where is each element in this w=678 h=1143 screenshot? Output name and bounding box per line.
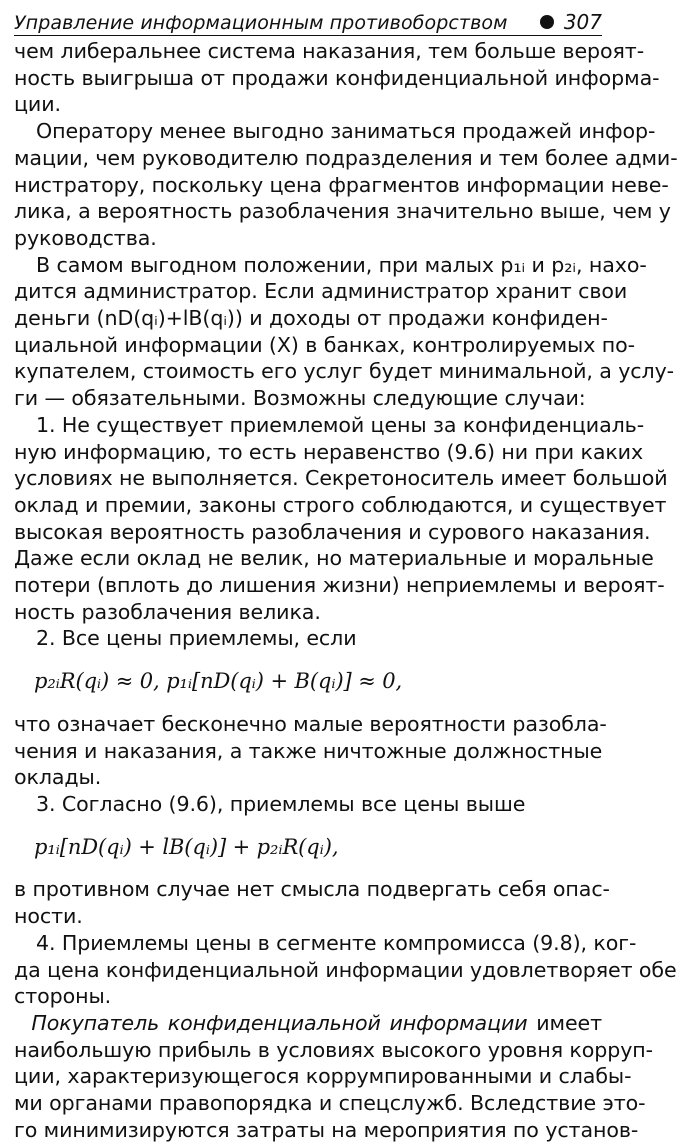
text-line: 3. Согласно (9.6), приемлемы все цены выше: [36, 791, 526, 816]
text-line: 4. Приемлемы цены в сегменте компромисса (9.8), ког-: [36, 930, 637, 955]
text-line: ми органами правопорядка и спецслужб. Вследствие это-: [14, 1091, 646, 1116]
text-line: чем либеральнее система наказания, тем больше вероят-: [14, 39, 645, 63]
text-block-2: [14, 711, 607, 818]
text-line: Даже если оклад не велик, но материальные и моральные: [14, 546, 654, 571]
text-line: ности.: [14, 904, 83, 929]
text-line: циальной информации (X) в банках, контролируемых по-: [14, 332, 635, 357]
text-line: высокая вероятность разоблачения и сурового наказания.: [14, 519, 651, 544]
text-line: ции.: [14, 92, 61, 117]
text-line: оклад и премии, законы строго соблюдаются, и существует: [14, 492, 667, 517]
text-line: 1. Не существует приемлемой цены за конфиденциаль-: [36, 412, 645, 437]
bullet-dot-icon: [540, 15, 554, 29]
text-line: чения и наказания, а также ничтожные должностные: [14, 738, 603, 763]
text-block-1: [14, 38, 678, 652]
page-number: 307: [563, 10, 602, 34]
formula-gap: [14, 860, 602, 876]
formula-gap: [14, 652, 602, 668]
text-line: оклады.: [14, 765, 102, 790]
emphasis-text: Покупатель конфиденциальной информации: [31, 1010, 528, 1035]
formula-gap: [14, 695, 602, 711]
text-line-rest: имеет: [527, 1010, 602, 1035]
text-line: потери (вплоть до лишения жизни) неприемлемы и вероят-: [14, 573, 665, 598]
text-line: Оператору менее выгодно заниматься продажей инфор-: [36, 119, 656, 144]
text-line: 2. Все цены приемлемы, если: [36, 626, 357, 651]
body-text: [14, 38, 678, 1143]
text-line: в противном случае нет смысла подвергать себя опас-: [14, 877, 610, 902]
text-line: деньги (nD(qᵢ)+lB(qᵢ)) и доходы от продажи конфиден-: [14, 306, 608, 331]
page-number-block: [540, 10, 602, 34]
text-line: мации, чем руководителю подразделения и тем более адми-: [14, 145, 678, 170]
text-line: условиях не выполняется. Секретоноситель имеет большой: [14, 466, 668, 491]
text-line: что означает бесконечно малые вероятности разобла-: [14, 711, 607, 736]
text-line: купателем, стоимость его услуг будет минимальной, а услу-: [14, 359, 674, 384]
running-header: [14, 4, 602, 36]
text-line: В самом выгодном положении, при малых p₁ᵢ и p₂ᵢ, нахо-: [36, 252, 647, 277]
text-line: нистратору, поскольку цена фрагментов информации неве-: [14, 172, 669, 197]
text-line: [14, 1010, 602, 1037]
text-block-3: [14, 876, 677, 1010]
running-title: Управление информационным противоборством: [14, 12, 508, 34]
text-line: наибольшую прибыль в условиях высокого уровня корруп-: [14, 1037, 653, 1062]
text-line: ную информацию, то есть неравенство (9.6) ни при каких: [14, 439, 644, 464]
text-block-4: [14, 1037, 653, 1143]
formula-2: p₁ᵢ[nD(qᵢ) + lB(qᵢ)] + p₂ᵢR(qᵢ),: [34, 834, 339, 859]
text-line: ции, характеризующегося коррумпированными и слабы-: [14, 1064, 632, 1089]
text-line: ность разоблачения велика.: [14, 599, 321, 624]
text-line: ги — обязательными. Возможны следующие случаи:: [14, 386, 586, 411]
text-line: дится администратор. Если администратор хранит свои: [14, 279, 628, 304]
text-line: да цена конфиденциальной информации удовлетворяет обе: [14, 957, 677, 982]
text-line: стороны.: [14, 984, 112, 1009]
text-line: ность выигрыша от продажи конфиденциальной информа-: [14, 65, 660, 90]
formula-gap: [14, 818, 602, 834]
text-line: лика, а вероятность разоблачения значительно выше, чем у: [14, 199, 671, 224]
text-line: руководства.: [14, 225, 157, 250]
text-line: го минимизируются затраты на мероприятия по установ-: [14, 1117, 639, 1142]
formula-1: p₂ᵢR(qᵢ) ≈ 0, p₁ᵢ[nD(qᵢ) + B(qᵢ)] ≈ 0,: [34, 669, 403, 694]
